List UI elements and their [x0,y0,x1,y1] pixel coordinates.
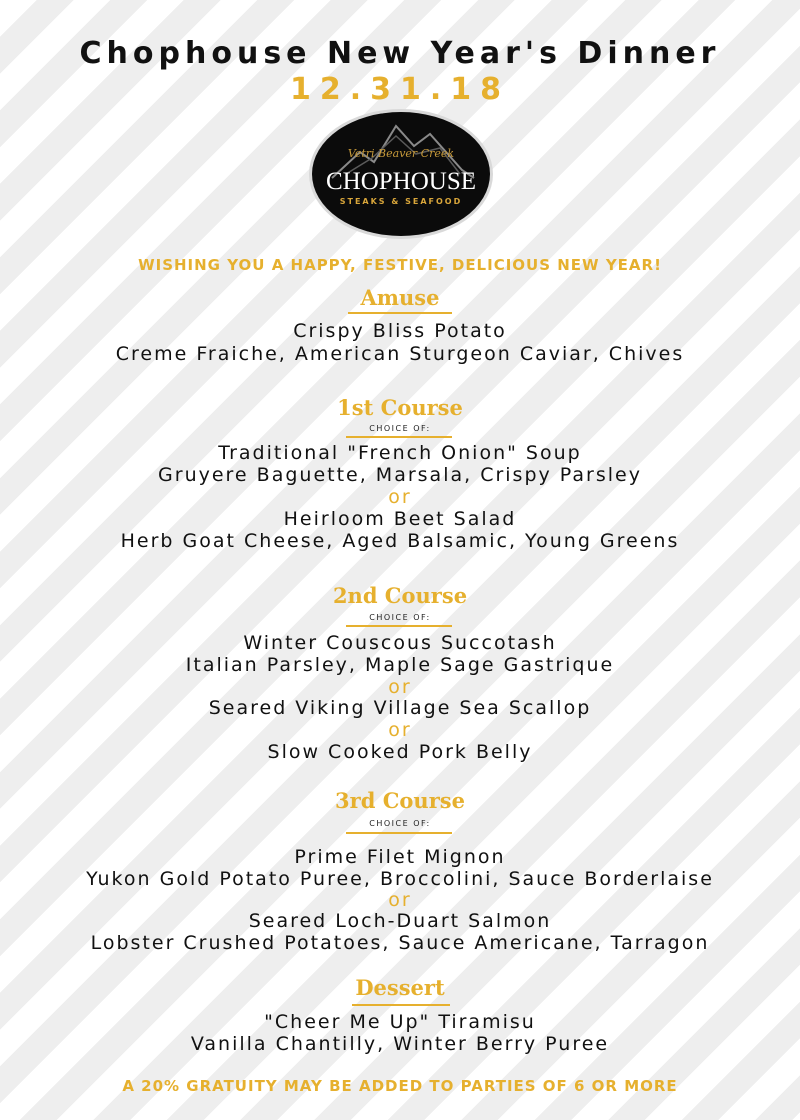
first-or: or [388,486,412,508]
amuse-item-desc: Creme Fraiche, American Sturgeon Caviar, Chives [115,343,685,365]
second-or-2: or [388,719,412,741]
greeting: WISHING YOU A HAPPY, FESTIVE, DELICIOUS NEW YEAR! [138,256,662,274]
third-underline [346,832,452,834]
third-item1-desc: Yukon Gold Potato Puree, Broccolini, Sauce Borderlaise [86,868,714,890]
first-underline [346,436,452,438]
third-item1-name: Prime Filet Mignon [294,846,506,868]
second-item1-desc: Italian Parsley, Maple Sage Gastrique [185,654,615,676]
heading-dessert: Dessert [355,975,445,1000]
first-item2-name: Heirloom Beet Salad [283,508,517,530]
third-or: or [388,889,412,911]
third-choice-label: CHOICE OF: [369,819,431,828]
first-item1-name: Traditional "French Onion" Soup [218,442,582,464]
second-item3-name: Slow Cooked Pork Belly [267,741,533,763]
amuse-underline [348,312,452,314]
logo-subtitle: STEAKS & SEAFOOD [339,197,463,206]
dessert-item-name: "Cheer Me Up" Tiramisu [264,1011,536,1033]
amuse-item-name: Crispy Bliss Potato [293,320,507,342]
second-item2-name: Seared Viking Village Sea Scallop [208,697,592,719]
heading-amuse: Amuse [360,285,440,310]
logo-script: Vetri Beaver Creek [347,147,455,160]
first-item2-desc: Herb Goat Cheese, Aged Balsamic, Young Greens [120,530,680,552]
dessert-underline [352,1004,450,1006]
heading-third-course: 3rd Course [335,788,465,813]
second-choice-label: CHOICE OF: [369,613,431,622]
dessert-item-desc: Vanilla Chantilly, Winter Berry Puree [190,1033,610,1055]
logo-name: CHOPHOUSE [325,168,477,195]
gratuity-note: A 20% GRATUITY MAY BE ADDED TO PARTIES OF 6 OR MORE [122,1077,678,1095]
first-item1-desc: Gruyere Baguette, Marsala, Crispy Parsley [158,464,642,486]
second-item1-name: Winter Couscous Succotash [243,632,557,654]
heading-first-course: 1st Course [337,395,463,420]
page-title: Chophouse New Year's Dinner [79,36,721,71]
first-choice-label: CHOICE OF: [369,424,431,433]
second-underline [346,625,452,627]
chophouse-logo [312,112,490,236]
heading-second-course: 2nd Course [332,583,468,608]
event-date: 12.31.18 [289,72,511,107]
third-item2-name: Seared Loch-Duart Salmon [248,910,552,932]
second-or-1: or [388,676,412,698]
third-item2-desc: Lobster Crushed Potatoes, Sauce Americane, Tarragon [90,932,710,954]
